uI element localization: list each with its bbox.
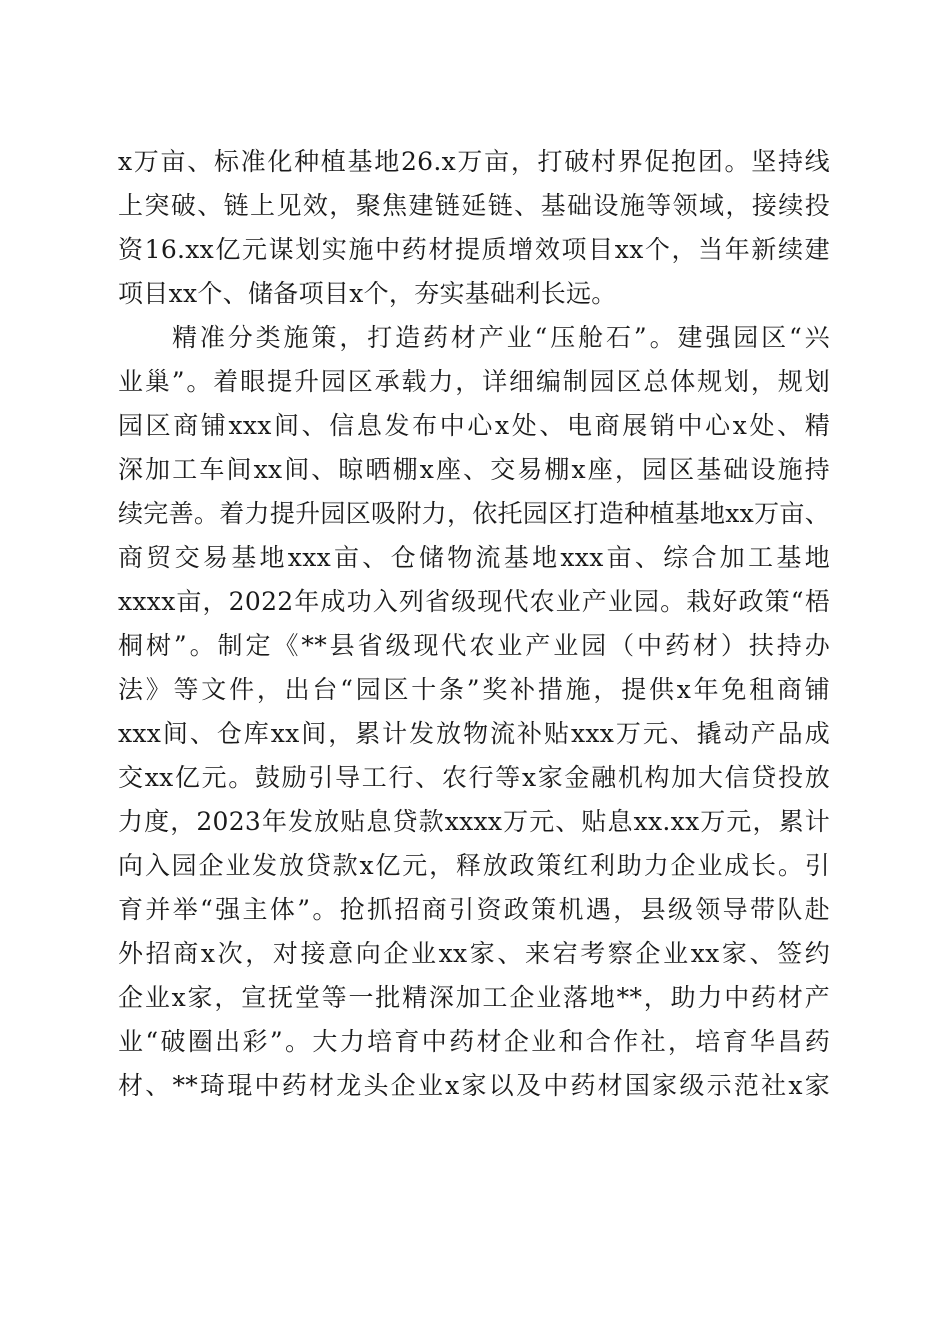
text-line: 园区商铺xxx间、信息发布中心x处、电商展销中心x处、精 [118, 411, 830, 440]
text-line: 资16.xx亿元谋划实施中药材提质增效项目xx个，当年新续建 [118, 235, 830, 264]
text-line: 法》等文件，出台“园区十条”奖补措施，提供x年免租商铺 [118, 675, 830, 704]
text-line: 向入园企业发放贷款x亿元，释放政策红利助力企业成长。引 [118, 851, 830, 880]
text-line: 交xx亿元。鼓励引导工行、农行等x家金融机构加大信贷投放 [118, 763, 830, 792]
text-line: 业“破圈出彩”。大力培育中药材企业和合作社，培育华昌药 [118, 1027, 830, 1056]
text-line: 上突破、链上见效，聚焦建链延链、基础设施等领域，接续投 [118, 191, 830, 220]
text-line: 业巢”。着眼提升园区承载力，详细编制园区总体规划，规划 [118, 367, 830, 396]
text-line: 项目xx个、储备项目x个，夯实基础利长远。 [118, 279, 617, 308]
text-line: xxxx亩，2022年成功入列省级现代农业产业园。栽好政策“梧 [118, 587, 830, 616]
text-line: 精准分类施策，打造药材产业“压舱石”。建强园区“兴 [172, 323, 830, 352]
text-line: 力度，2023年发放贴息贷款xxxx万元、贴息xx.xx万元，累计 [118, 807, 830, 836]
text-line: 续完善。着力提升园区吸附力，依托园区打造种植基地xx万亩、 [118, 499, 830, 528]
text-line: 育并举“强主体”。抢抓招商引资政策机遇，县级领导带队赴 [118, 895, 830, 924]
text-line: 企业x家，宣抚堂等一批精深加工企业落地**，助力中药材产 [118, 983, 830, 1012]
text-line: 桐树”。制定《**县省级现代农业产业园（中药材）扶持办 [118, 631, 830, 660]
text-line: x万亩、标准化种植基地26.x万亩，打破村界促抱团。坚持线 [118, 147, 830, 176]
text-line: 材、**琦琨中药材龙头企业x家以及中药材国家级示范社x家 [118, 1071, 830, 1100]
text-line: 深加工车间xx间、晾晒棚x座、交易棚x座，园区基础设施持 [118, 455, 830, 484]
text-line: 商贸交易基地xxx亩、仓储物流基地xxx亩、综合加工基地 [118, 543, 830, 572]
text-line: 外招商x次，对接意向企业xx家、来宕考察企业xx家、签约 [118, 939, 830, 968]
text-line: xxx间、仓库xx间，累计发放物流补贴xxx万元、撬动产品成 [118, 719, 830, 748]
